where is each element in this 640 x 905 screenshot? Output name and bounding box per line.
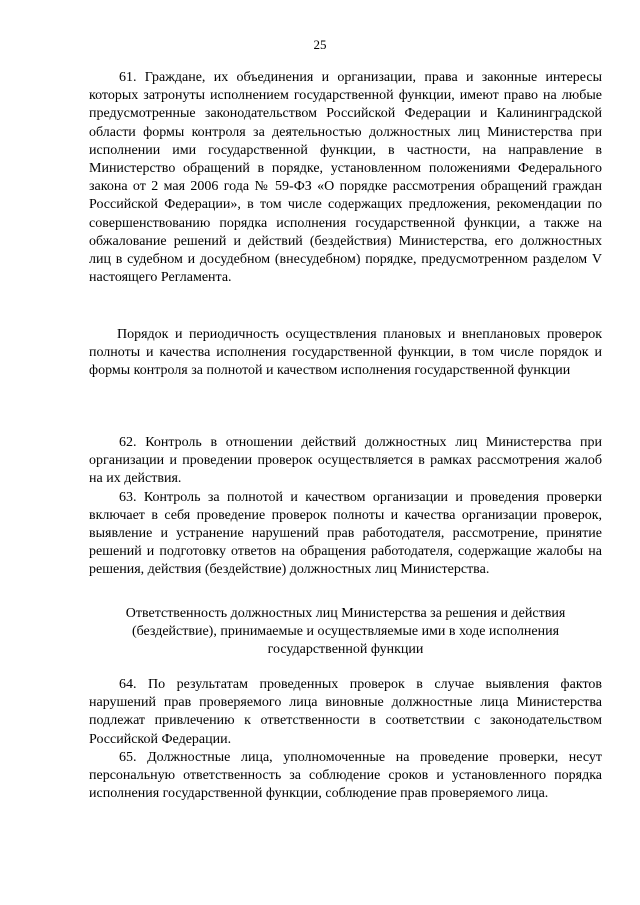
section-paragraphs-62-63 bbox=[89, 434, 602, 580]
heading-responsibility-line-2: (бездействие), принимаемые и осуществляемые ими в ходе исполнения bbox=[131, 624, 560, 640]
paragraph-61: 61. Граждане, их объединения и организации, права и законные интересы которых затронуты исполнением государственной функции, имеют право на любые предусмотренные законодательством Российской Федерации и Калининградской области формы контроля за деятельностью должностных лиц Министерства при исполнении ими государственной функции, в частности, на направление в Министерство обращений в порядке, установленном положениями Федерального закона от 2 мая 2006 года № 59-ФЗ «О порядке рассмотрения обращений граждан Российской Федерации», в том числе содержащих предложения, рекомендации по совершенствованию порядка исполнения государственной функции, а также на обжалование решений и действий (бездействия) Министерства, его должностных лиц в судебном и досудебном (внесудебном) порядке, предусмотренном разделом V настоящего Регламента. bbox=[89, 70, 602, 286]
paragraph-63: 63. Контроль за полнотой и качеством организации и проведения проверки включает в себя проведение проверок полноты и качества организации проверок, выявление и устранение нарушений прав работодателя, рассмотрение, принятие решений и подготовку ответов на обращения работодателя, содержащие жалобы на решения, действия (бездействие) должностных лиц Министерства. bbox=[89, 489, 602, 578]
heading-responsibility-line-1: Ответственность должностных лиц Министерства за решения и действия bbox=[125, 606, 566, 621]
heading-control-procedure: Порядок и периодичность осуществления плановых и внеплановых проверок полноты и качества исполнения государственной функции, в том числе порядок и формы контроля за полнотой и качеством исполнения государственной функции bbox=[89, 327, 602, 379]
section-heading-control-procedure bbox=[89, 326, 602, 381]
section-heading-responsibility bbox=[89, 605, 602, 660]
page-number: 25 bbox=[313, 37, 327, 52]
section-paragraphs-64-65 bbox=[89, 676, 602, 803]
paragraph-64: 64. По результатам проведенных проверок в случае выявления фактов нарушений прав проверяемого лица виновные должностные лица Министерства подлежат привлечению к ответственности в соответствии с законодательством Российской Федерации. bbox=[89, 677, 602, 747]
paragraph-65: 65. Должностные лица, уполномоченные на проведение проверки, несут персональную ответственность за соблюдение сроков и установленного порядка исполнения государственной функции, соблюдение прав проверяемого лица. bbox=[89, 749, 602, 802]
paragraph-62: 62. Контроль в отношении действий должностных лиц Министерства при организации и проведении проверок осуществляется в рамках рассмотрения жалоб на их действия. bbox=[89, 435, 602, 487]
heading-responsibility-line-3: государственной функции bbox=[267, 642, 424, 658]
section-paragraph-61 bbox=[89, 69, 602, 287]
